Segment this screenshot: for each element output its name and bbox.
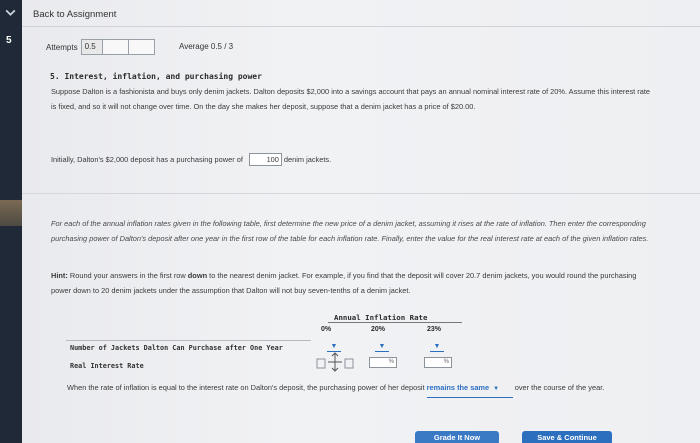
initial-purchasing-power bbox=[51, 152, 651, 167]
attempts-box bbox=[46, 39, 155, 55]
question-number-badge[interactable]: 5 bbox=[6, 35, 12, 46]
hint-part-a: Round your answers in the first row bbox=[69, 271, 186, 280]
average-score: Average 0.5 / 3 bbox=[179, 42, 234, 51]
attempt-slot bbox=[129, 39, 155, 55]
dropdown-selected-value: remains the same bbox=[426, 383, 490, 392]
hint-text bbox=[51, 268, 651, 298]
dropdown-arrow-icon[interactable]: ▼ bbox=[433, 343, 441, 350]
attempt-slot bbox=[103, 39, 129, 55]
question-title: 5. Interest, inflation, and purchasing power bbox=[50, 72, 262, 81]
attempts-label: Attempts bbox=[46, 42, 78, 52]
dropdown-arrow-icon[interactable]: ▼ bbox=[378, 343, 386, 350]
save-continue-button[interactable]: Save & Continue bbox=[522, 431, 612, 443]
dropdown-arrow-icon: ▼ bbox=[493, 386, 500, 392]
purchasing-power-dropdown[interactable] bbox=[427, 380, 513, 398]
dropdown-arrow-icon[interactable]: ▼ bbox=[330, 343, 338, 350]
initial-prefix: Initially, Dalton's $2,000 deposit has a purchasing power of bbox=[51, 155, 243, 164]
initial-value-input[interactable]: 100 bbox=[249, 153, 282, 166]
real-rate-23-input[interactable]: % bbox=[424, 357, 452, 368]
followup-sentence bbox=[67, 380, 627, 398]
dropdown-underline bbox=[430, 351, 444, 352]
real-rate-20-input[interactable]: % bbox=[369, 357, 397, 368]
hint-part-b: to the nearest denim jacket. For example, if you find that the deposit will cover 20.7 denim jackets, you would round the purchasing power down to 20 denim jackets under the assumption that Dalton will not buy seven-tenths of a denim jacket. bbox=[51, 271, 637, 295]
table-header-rule bbox=[328, 322, 462, 323]
grade-it-now-button[interactable]: Grade It Now bbox=[415, 431, 499, 443]
thumbnail-image bbox=[0, 200, 22, 226]
attempts-value: 0.5 bbox=[81, 39, 103, 55]
section-divider bbox=[22, 193, 700, 194]
initial-suffix: denim jackets. bbox=[283, 155, 332, 164]
hint-emphasis: down bbox=[187, 271, 208, 280]
hint-label: Hint: bbox=[51, 271, 68, 280]
row-label-jackets: Number of Jackets Dalton Can Purchase after One Year bbox=[70, 344, 283, 352]
dropdown-underline bbox=[375, 351, 389, 352]
header-divider bbox=[22, 26, 700, 27]
column-20-percent: 20% bbox=[371, 326, 386, 333]
question-intro: Suppose Dalton is a fashionista and buys only denim jackets. Dalton deposits $2,000 into a savings account that pays an annual nominal interest rate of 20%. Assume this interest rate is fixed, and so it will not change over time. On the day she makes her deposit, suppose that a denim jacket has a price of $20.00. bbox=[51, 87, 650, 111]
row-label-real-rate: Real Interest Rate bbox=[70, 362, 144, 370]
followup-suffix: over the course of the year. bbox=[514, 383, 605, 392]
table-instructions: For each of the annual inflation rates given in the following table, first determine the new price of a denim jacket, assuming it rises at the rate of inflation. Then enter the corresponding purchasing power of Dalton's deposit after one year in the first row of the table for each inflation rate. Finally, enter the value for the real interest rate at each of the given inflation rates. bbox=[51, 219, 649, 243]
column-0-percent: 0% bbox=[321, 326, 332, 333]
chevron-down-icon[interactable] bbox=[4, 6, 17, 19]
question-panel bbox=[22, 0, 700, 443]
followup-prefix: When the rate of inflation is equal to the interest rate on Dalton's deposit, the purchasing power of her deposit bbox=[67, 383, 425, 392]
column-23-percent: 23% bbox=[427, 326, 442, 333]
table-header: Annual Inflation Rate bbox=[334, 313, 428, 322]
move-cursor-icon bbox=[315, 351, 355, 373]
row-divider bbox=[66, 340, 311, 341]
back-to-assignment-link[interactable]: Back to Assignment bbox=[33, 9, 117, 20]
left-sidebar bbox=[0, 0, 22, 443]
